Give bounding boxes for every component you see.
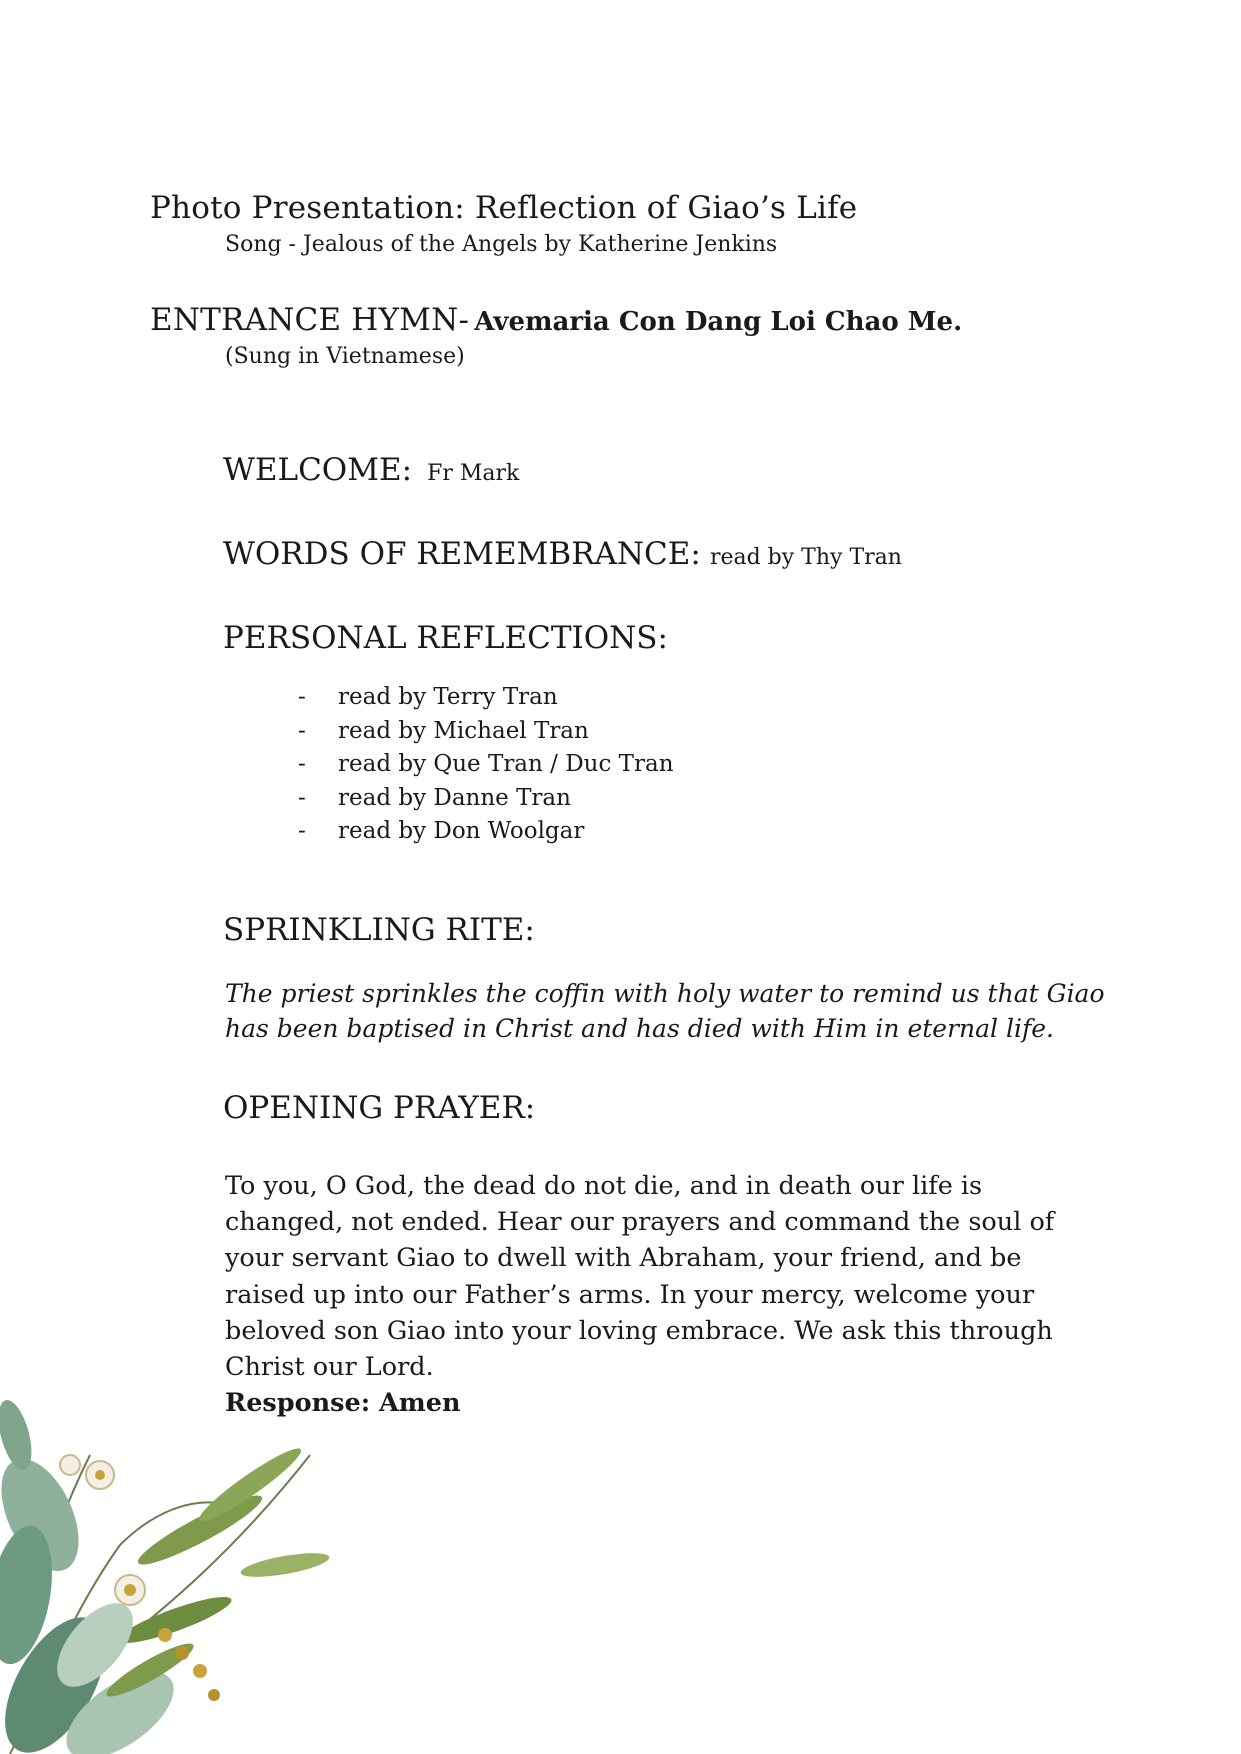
entrance-hymn-heading xyxy=(150,302,962,338)
bullet-dash: - xyxy=(298,751,306,777)
bullet-dash: - xyxy=(298,784,306,811)
bullet-dash: - xyxy=(298,818,306,844)
reflection-reader: read by Danne Tran xyxy=(338,784,571,811)
reflection-reader: read by Don Woolgar xyxy=(338,818,585,844)
welcome-heading xyxy=(223,452,519,488)
sprinkling-rite-description: The priest sprinkles the coffin with holy water to remind us that Giao has been baptised in Christ and has died with Him in eternal life. xyxy=(225,979,1105,1043)
eucalyptus-decoration-icon xyxy=(0,1395,345,1754)
personal-reflections-heading: PERSONAL REFLECTIONS: xyxy=(223,620,668,656)
remembrance-heading xyxy=(223,536,902,572)
list-item xyxy=(298,785,898,819)
bullet-dash: - xyxy=(298,684,306,710)
remembrance-label: WORDS OF REMEMBRANCE: xyxy=(223,536,701,572)
list-item xyxy=(298,718,898,752)
reflection-reader: read by Que Tran / Duc Tran xyxy=(338,751,674,777)
photo-presentation-heading: Photo Presentation: Reflection of Giao’s Life xyxy=(150,190,858,226)
remembrance-reader: read by Thy Tran xyxy=(709,545,902,570)
reflection-reader: read by Terry Tran xyxy=(338,684,558,710)
welcome-label: WELCOME: xyxy=(223,452,413,488)
reflections-list xyxy=(298,684,898,852)
opening-prayer-heading: OPENING PRAYER: xyxy=(223,1090,536,1126)
welcome-person: Fr Mark xyxy=(427,461,520,486)
leaf-cluster-icon xyxy=(0,1397,331,1754)
list-item xyxy=(298,684,898,718)
opening-prayer-text: To you, O God, the dead do not die, and in death our life is changed, not ended. Hear our prayers and command the soul of your servant Giao to dwell with Abraham, your friend, and be raised up into our Father’s arms. In your mercy, welcome your beloved son Giao into your loving embrace. We ask this through Christ our Lord. xyxy=(225,1171,1055,1383)
photo-presentation-song: Song - Jealous of the Angels by Katherine Jenkins xyxy=(225,232,778,257)
entrance-hymn-label: ENTRANCE HYMN- xyxy=(150,302,470,338)
prayer-response: Response: Amen xyxy=(225,1388,461,1418)
reflection-reader: read by Michael Tran xyxy=(338,717,589,744)
list-item xyxy=(298,818,898,852)
entrance-hymn-note: (Sung in Vietnamese) xyxy=(225,344,465,369)
list-item xyxy=(298,751,898,785)
entrance-hymn-title: Avemaria Con Dang Loi Chao Me. xyxy=(474,307,963,337)
bullet-dash: - xyxy=(298,717,306,744)
sprinkling-rite-heading: SPRINKLING RITE: xyxy=(223,912,535,948)
